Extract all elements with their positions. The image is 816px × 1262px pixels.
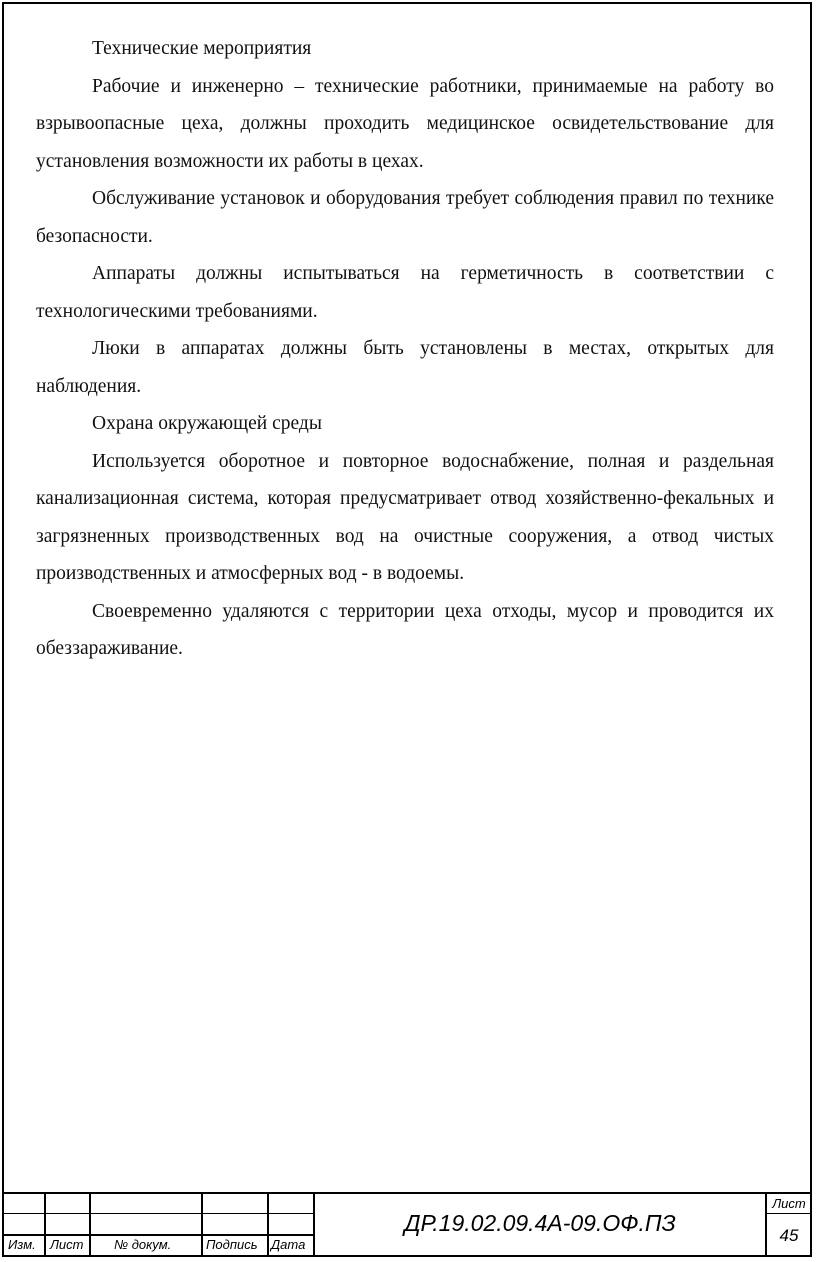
title-block-col-line	[267, 1192, 269, 1255]
sheet-number: 45	[779, 1226, 799, 1245]
title-block-col-line	[44, 1192, 46, 1255]
stamp-label-list: Лист	[50, 1237, 84, 1252]
title-block	[2, 1192, 812, 1257]
sheet-label: Лист	[772, 1196, 806, 1211]
stamp-label-data: Дата	[271, 1237, 306, 1252]
paragraph: Люки в аппаратах должны быть установлены в местах, открытых для наблюдения.	[36, 338, 774, 397]
sheet-cell-divider	[766, 1213, 812, 1214]
paragraph: Своевременно удаляются с территории цеха отходы, мусор и проводится их обеззараживание.	[36, 600, 774, 659]
paragraph: Обслуживание установок и оборудования требует соблюдения правил по технике безопасности.	[36, 188, 774, 247]
document-body	[36, 30, 774, 668]
paragraph: Рабочие и инженерно – технические работники, принимаемые на работу во взрывоопасные цеха, должны проходить медицинское освидетельствование для установления возможности их работы в цехах.	[36, 75, 774, 172]
document-code: ДР.19.02.09.4А-09.ОФ.ПЗ	[404, 1210, 676, 1236]
section-heading-safety: Технические мероприятия	[92, 38, 312, 59]
section-heading-environment: Охрана окружающей среды	[92, 413, 322, 434]
stamp-label-podpis: Подпись	[206, 1237, 258, 1252]
stamp-label-izm: Изм.	[8, 1237, 36, 1252]
title-block-col-line	[89, 1192, 91, 1255]
paragraph: Используется оборотное и повторное водоснабжение, полная и раздельная канализационная система, которая предусматривает отвод хозяйственно-фекальных и загрязненных производственных вод на очистные сооружения, а отвод чистых производственных и атмосферных вод - в водоемы.	[36, 450, 774, 584]
paragraph: Аппараты должны испытываться на герметичность в соответствии с технологическими требованиями.	[36, 263, 774, 322]
title-block-col-line	[201, 1192, 203, 1255]
stamp-label-dokum: № докум.	[114, 1237, 172, 1252]
